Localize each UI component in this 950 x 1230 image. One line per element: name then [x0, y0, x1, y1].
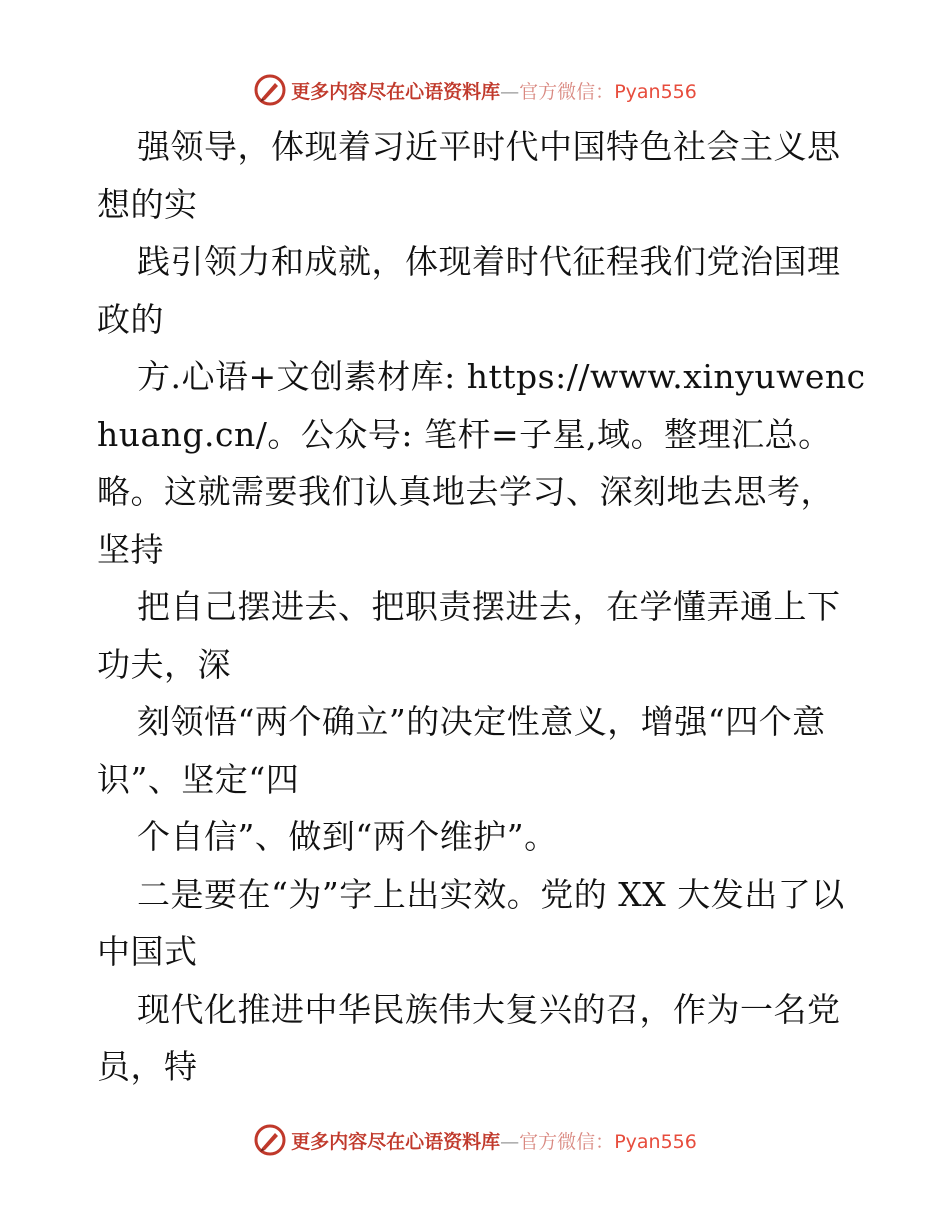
paragraph: 二是要在“为”字上出实效。党的 XX 大发出了以中国式: [97, 874, 845, 971]
banner-separator: —: [500, 1130, 520, 1153]
banner-wechat-id: Pyan556: [614, 80, 697, 103]
banner-wechat-label: 官方微信：: [519, 1130, 615, 1153]
footer-banner-text: [291, 1127, 697, 1154]
paragraph: 把自己摆进去、把职责摆进去，在学懂弄通上下功夫，深: [97, 587, 841, 684]
paragraph: 强领导，体现着习近平时代中国特色社会主义思想的实: [97, 127, 841, 224]
paragraph: 方.心语+文创素材库: https://www.xinyuwenchuang.cn/。公众号: 笔杆=子星,域。整理汇总。略。这就需要我们认真地去学习、深刻地去思考，坚持: [97, 357, 866, 569]
header-banner: [0, 70, 950, 110]
banner-wechat-id: Pyan556: [614, 1130, 697, 1153]
paragraph: 个自信”、做到“两个维护”。: [137, 817, 558, 856]
paragraph: 践引领力和成就，体现着时代征程我们党治国理政的: [97, 242, 841, 339]
paragraph: 刻领悟“两个确立”的决定性意义，增强“四个意识”、坚定“四: [97, 702, 826, 799]
banner-brand: 更多内容尽在心语资料库: [291, 80, 501, 103]
header-banner-text: [291, 77, 697, 104]
pen-logo-icon: [253, 73, 287, 107]
document-body: [97, 118, 867, 1096]
banner-separator: —: [500, 80, 520, 103]
footer-banner: [0, 1120, 950, 1160]
paragraph: 现代化推进中华民族伟大复兴的召，作为一名党员，特: [97, 989, 841, 1086]
pen-logo-icon: [253, 1123, 287, 1157]
banner-brand: 更多内容尽在心语资料库: [291, 1130, 501, 1153]
banner-wechat-label: 官方微信：: [519, 80, 615, 103]
